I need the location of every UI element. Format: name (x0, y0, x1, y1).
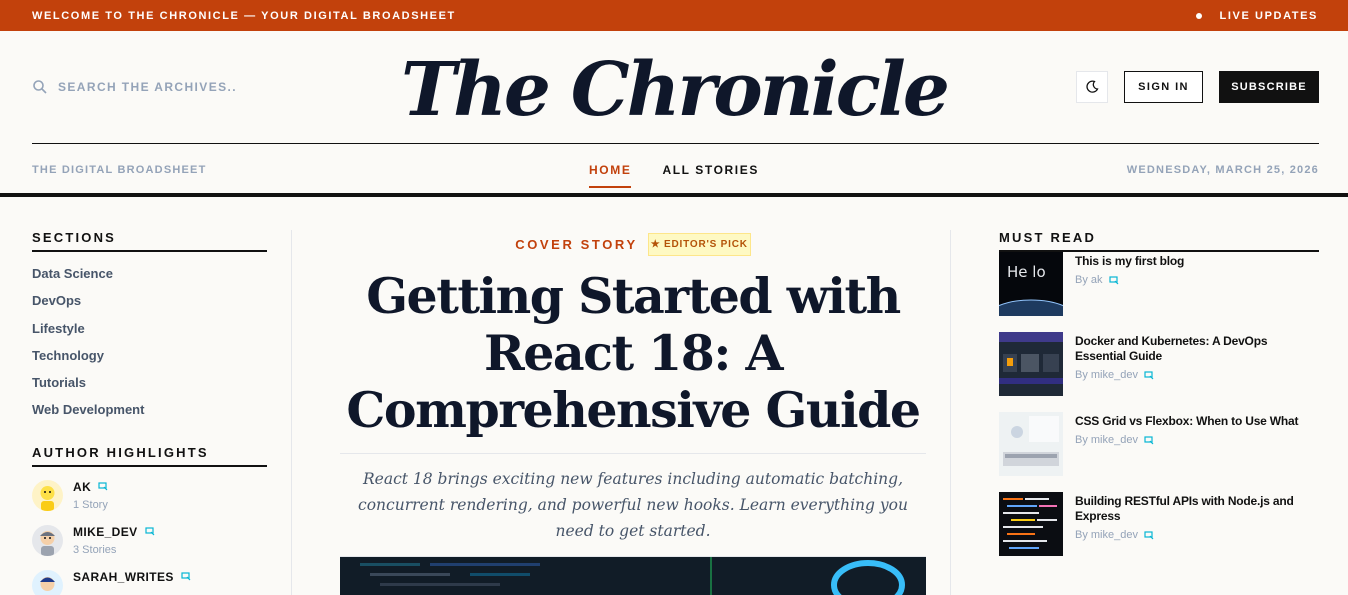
column-divider-left (291, 230, 292, 595)
article-title[interactable]: Docker and Kubernetes: A DevOps Essential Guide (1075, 334, 1268, 363)
article-byline: By ak (1075, 274, 1103, 286)
announcement-bar (0, 0, 1348, 31)
article-title[interactable]: This is my first blog (1075, 254, 1185, 268)
section-link[interactable]: DevOps (32, 293, 82, 309)
article-thumbnail (999, 252, 1063, 316)
nav-home[interactable]: HOME (589, 163, 631, 188)
header-divider (32, 143, 1319, 144)
author-list (32, 480, 267, 595)
cover-story (340, 230, 926, 557)
avatar (32, 480, 63, 511)
column-divider-right (950, 230, 951, 595)
live-updates-label: LIVE UPDATES (1219, 10, 1318, 22)
section-link[interactable]: Tutorials (32, 375, 86, 391)
current-date: WEDNESDAY, MARCH 25, 2026 (1126, 164, 1319, 176)
author-highlights-heading: AUTHOR HIGHLIGHTS (32, 445, 267, 467)
verified-icon (98, 482, 109, 491)
must-read-item[interactable] (999, 332, 1319, 412)
left-sidebar (32, 230, 267, 595)
cover-hero-image[interactable] (340, 557, 926, 595)
section-link[interactable]: Web Development (32, 402, 145, 418)
cover-story-label: COVER STORY (515, 236, 638, 252)
author-item[interactable] (32, 480, 267, 525)
verified-icon (1144, 371, 1155, 380)
section-link[interactable]: Technology (32, 347, 104, 363)
moon-icon (1085, 80, 1099, 94)
tagline: THE DIGITAL BROADSHEET (32, 164, 207, 176)
author-name: SARAH_WRITES (73, 569, 174, 584)
sign-in-button[interactable]: SIGN IN (1124, 71, 1203, 103)
sections-heading: SECTIONS (32, 230, 267, 252)
article-title[interactable]: Building RESTful APIs with Node.js and Express (1075, 494, 1294, 523)
author-story-count: 1 Story (73, 498, 108, 511)
article-thumbnail (999, 332, 1063, 396)
author-item[interactable] (32, 525, 267, 570)
svg-text:He lo: He lo (1007, 263, 1046, 281)
must-read-item[interactable] (999, 252, 1319, 332)
must-read-sidebar (999, 230, 1319, 572)
article-byline: By mike_dev (1075, 529, 1138, 541)
must-read-heading: MUST READ (999, 230, 1319, 252)
author-name: MIKE_DEV (73, 524, 138, 539)
subscribe-button[interactable]: SUBSCRIBE (1219, 71, 1319, 103)
masthead-logo[interactable]: The Chronicle (401, 47, 947, 133)
avatar (32, 570, 63, 595)
cover-headline[interactable]: Getting Started with React 18: A Comprehensive Guide (346, 267, 920, 439)
avatar (32, 525, 63, 556)
must-read-item[interactable] (999, 492, 1319, 572)
author-name: AK (73, 479, 92, 494)
article-thumbnail (999, 492, 1063, 556)
nav-all-stories[interactable]: ALL STORIES (662, 163, 759, 177)
editors-pick-badge: ★ EDITOR'S PICK (648, 233, 751, 256)
live-dot-icon (1196, 13, 1202, 19)
sections-list (32, 266, 267, 430)
verified-icon (181, 572, 192, 581)
article-thumbnail (999, 412, 1063, 476)
cover-kicker-row (340, 230, 926, 258)
verified-icon (1109, 276, 1120, 285)
live-updates[interactable] (1196, 10, 1318, 22)
verified-icon (145, 527, 156, 536)
must-read-item[interactable] (999, 412, 1319, 492)
author-item[interactable] (32, 570, 267, 595)
cover-deck: React 18 brings exciting new features including automatic batching, concurrent rendering, and powerful new hooks. Learn everything you need to get started. (340, 453, 926, 557)
section-link[interactable]: Data Science (32, 266, 113, 281)
verified-icon (1144, 531, 1155, 540)
verified-icon (1144, 436, 1155, 445)
author-story-count: 3 Stories (73, 543, 117, 556)
section-link[interactable]: Lifestyle (32, 320, 85, 336)
article-byline: By mike_dev (1075, 369, 1138, 381)
masthead-rule (0, 193, 1348, 197)
article-byline: By mike_dev (1075, 434, 1138, 446)
welcome-text: WELCOME TO THE CHRONICLE — YOUR DIGITAL BROADSHEET (32, 10, 456, 22)
theme-toggle-button[interactable] (1076, 71, 1108, 103)
article-title[interactable]: CSS Grid vs Flexbox: When to Use What (1075, 414, 1299, 428)
